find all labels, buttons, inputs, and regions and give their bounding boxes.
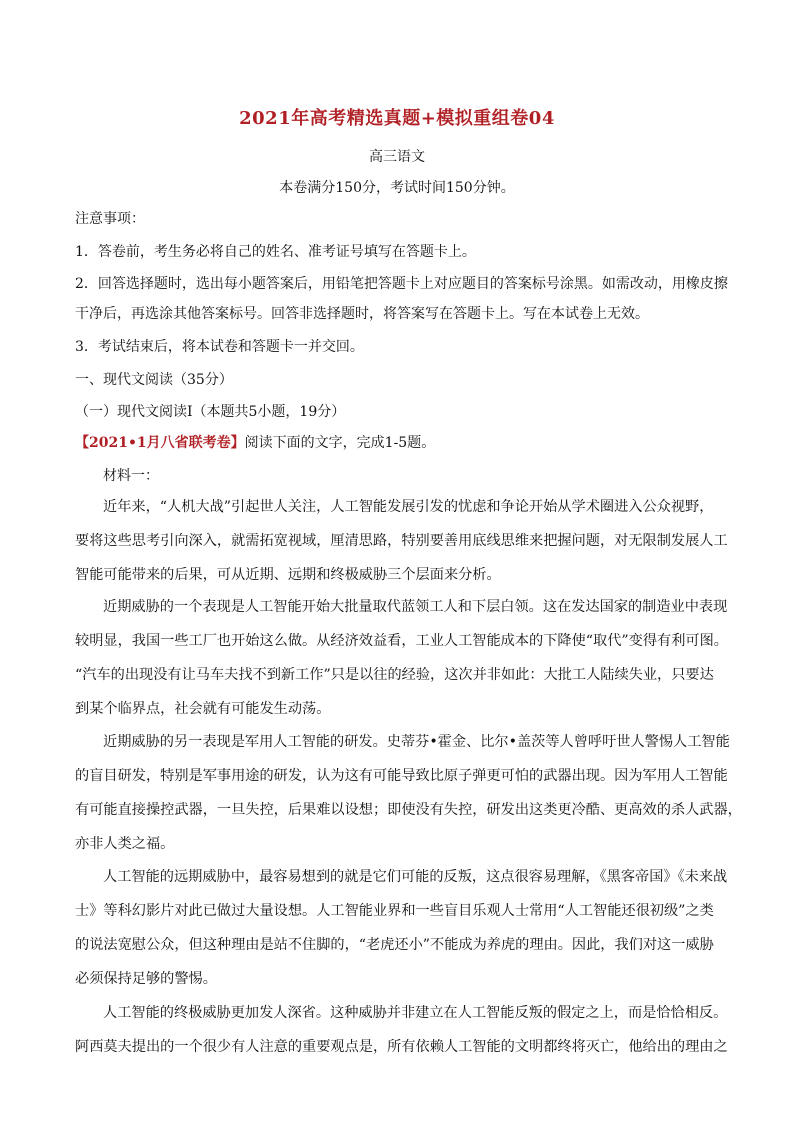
paragraph-line: “汽车的出现没有让马车夫找不到新工作”只是以往的经验，这次并非如此：大批工人陆续失业，只要达: [75, 667, 714, 683]
paragraph: [75, 590, 728, 726]
note-item: 1．答卷前，考生务必将自己的姓名、准考证号填写在答题卡上。: [75, 244, 476, 260]
paragraph-line: 智能可能带来的后果，可从近期、远期和终极威胁三个层面来分析。: [75, 567, 501, 583]
paragraph-line: 近期威胁的一个表现是人工智能开始大批量取代蓝领工人和下层白领。这在发达国家的制造业中表现: [103, 599, 728, 615]
paragraph-line: 人工智能的终极威胁更加发人深省。这种威胁并非建立在人工智能反叛的假定之上，而是恰恰相反。: [103, 1005, 728, 1021]
paragraph: [75, 860, 728, 996]
instruction-text: 阅读下面的文字，完成1-5题。: [244, 435, 436, 451]
source-tag: 【2021•1月八省联考卷】: [75, 435, 245, 451]
notes-heading: 注意事项：: [75, 211, 145, 227]
paragraph-line: 近年来，“人机大战”引起世人关注，人工智能发展引发的忧虑和争论开始从学术圈进入公众视野，: [103, 499, 714, 515]
paragraph-line: 有可能直接操控武器，一旦失控，后果难以设想；即使没有失控，研发出这类更冷酷、更高效的杀人武器，: [75, 802, 742, 818]
paragraph: [75, 996, 728, 1064]
note-item: 干净后，再选涂其他答案标号。回答非选择题时，将答案写在答题卡上。写在本试卷上无效。: [75, 306, 649, 322]
section-heading: 一、现代文阅读（35分）: [75, 372, 233, 388]
exam-info: 本卷满分150分，考试时间150分钟。: [279, 180, 515, 196]
paragraph-line: 人工智能的远期威胁中，最容易想到的就是它们可能的反叛，这点很容易理解，《黑客帝国》《未来战: [103, 869, 728, 885]
document-title: 2021年高考精选真题+模拟重组卷04: [239, 108, 555, 129]
paragraph-line: 较明显，我国一些工厂也开始这么做。从经济效益看，工业人工智能成本的下降使“取代”变得有利可图。: [75, 633, 728, 649]
paragraph-line: 的盲目研发，特别是军事用途的研发，认为这有可能导致比原子弹更可怕的武器出现。因为军用人工智能: [75, 768, 728, 784]
paragraph-line: 必须保持足够的警惕。: [75, 971, 217, 987]
note-item: 3．考试结束后，将本试卷和答题卡一并交回。: [75, 339, 364, 355]
question-intro: [75, 432, 725, 452]
document-subject: 高三语文: [369, 149, 425, 165]
paragraph-line: 到某个临界点，社会就有可能发生动荡。: [75, 701, 331, 717]
paragraph-line: 要将这些思考引向深入，就需拓宽视域，厘清思路，特别要善用底线思维来把握问题，对无限制发展人工: [75, 533, 728, 549]
subsection-heading: （一）现代文阅读Ⅰ（本题共5小题，19分）: [75, 404, 346, 420]
paragraph: [75, 490, 728, 592]
paragraph-line: 的说法宽慰公众，但这种理由是站不住脚的，“老虎还小”不能成为养虎的理由。因此，我们对这一威胁: [75, 937, 714, 953]
material-label: 材料一：: [103, 468, 159, 484]
paragraph-line: 亦非人类之福。: [75, 836, 175, 852]
note-item: 2．回答选择题时，选出每小题答案后，用铅笔把答题卡上对应题目的答案标号涂黑。如需改动，用橡皮擦: [75, 276, 728, 292]
paragraph-line: 近期威胁的另一表现是军用人工智能的研发。史蒂芬•霍金、比尔•盖茨等人曾呼吁世人警惕人工智能: [103, 734, 730, 750]
paragraph: [75, 725, 742, 861]
paragraph-line: 士》等科幻影片对此已做过大量设想。人工智能业界和一些盲目乐观人士常用“人工智能还很初级”之类: [75, 903, 714, 919]
paragraph-line: 阿西莫夫提出的一个很少有人注意的重要观点是，所有依赖人工智能的文明都终将灭亡，他给出的理由之: [75, 1039, 728, 1055]
